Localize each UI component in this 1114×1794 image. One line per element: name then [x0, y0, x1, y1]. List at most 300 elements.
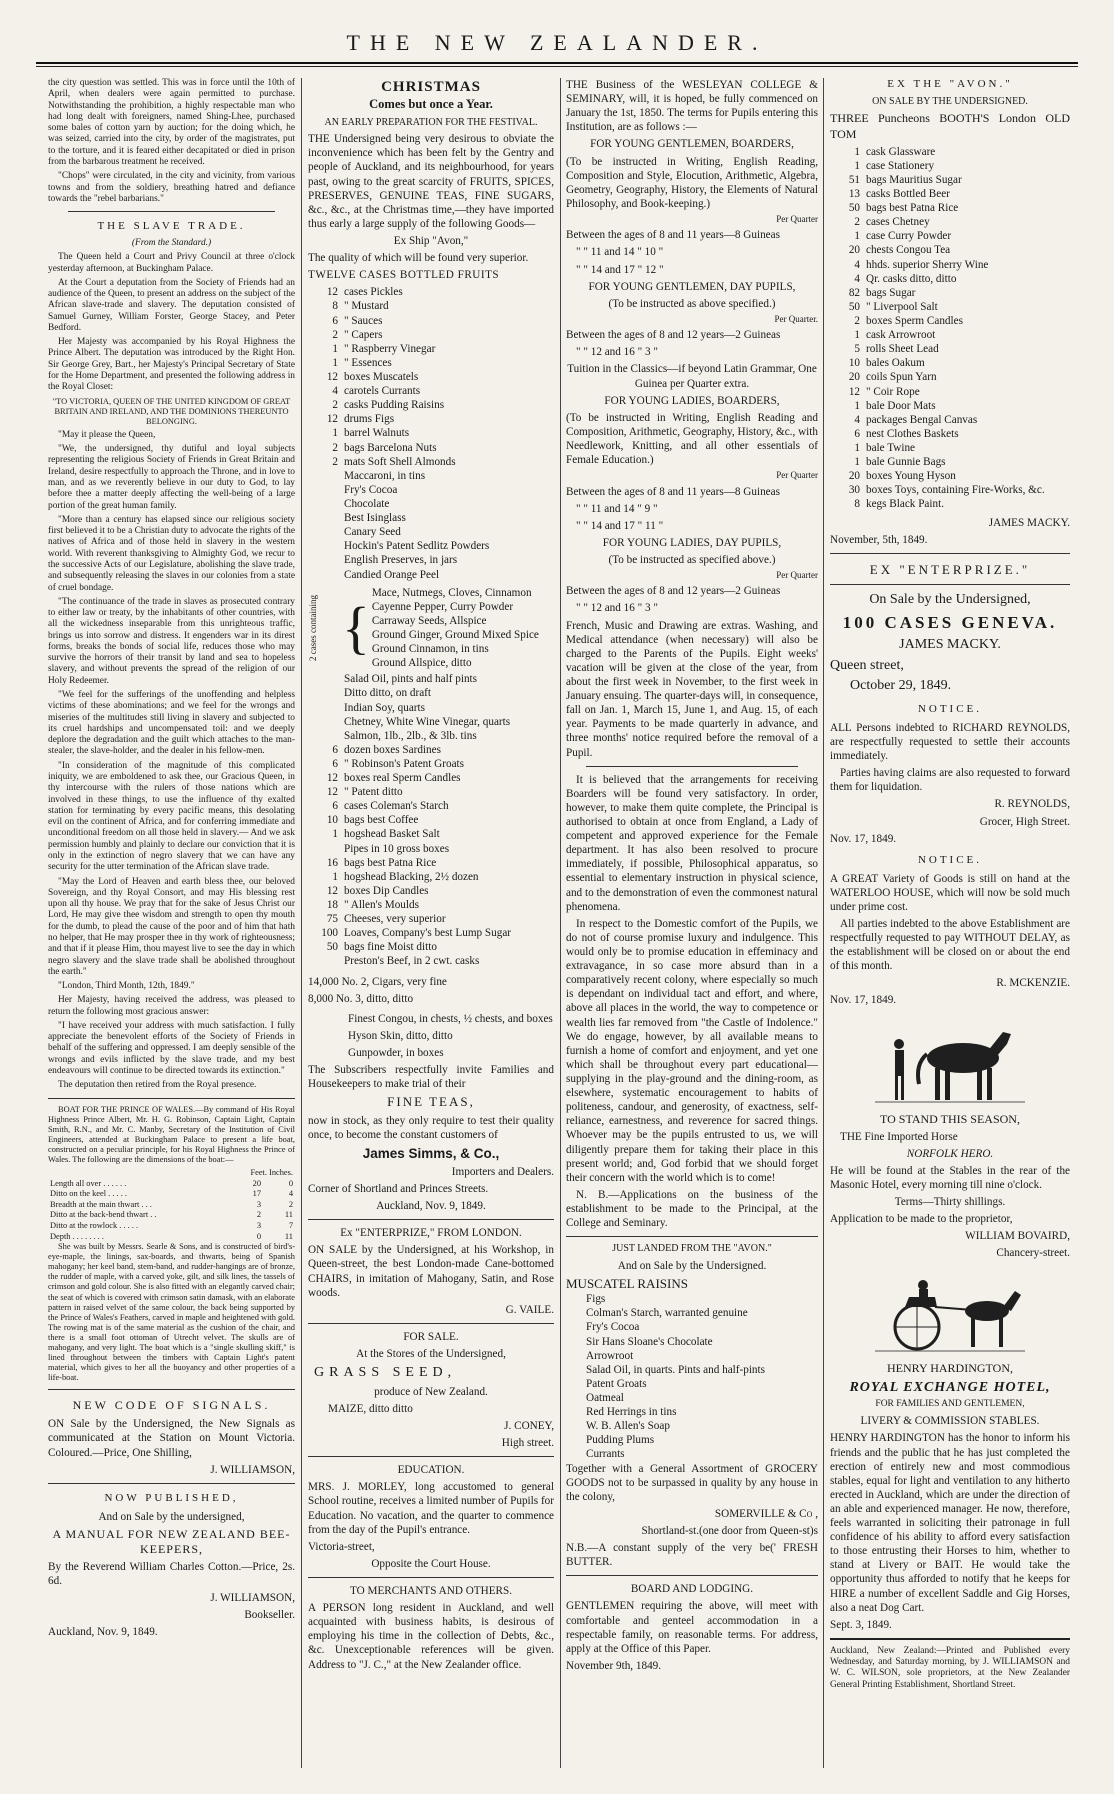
item-quantity: 2	[332, 328, 338, 341]
item-name: drums Figs	[344, 413, 395, 426]
list-item: Fry's Cocoa	[586, 1321, 640, 1334]
item-name: cases Pickles	[344, 286, 403, 299]
list-item	[308, 856, 554, 870]
hardington-date: Sept. 3, 1849.	[830, 1618, 892, 1631]
item-name: casks Bottled Beer	[866, 188, 950, 200]
horse-leg	[987, 1068, 992, 1100]
notice-heading: NOTICE.	[917, 703, 983, 716]
item-quantity: 12	[326, 884, 338, 897]
cigars-line: 14,000 No. 2, Cigars, very fine	[308, 975, 447, 988]
address-heading: "TO VICTORIA, QUEEN OF THE UNITED KINGDOM OF GREAT BRITAIN AND IRELAND, AND THE DOMINIONS THEREUNTO BELONGING.	[52, 396, 291, 426]
table-cell: 7	[288, 1220, 293, 1230]
bracket-items	[372, 586, 539, 671]
masthead-rule	[36, 62, 1078, 64]
christmas-bottled-fruits: TWELVE CASES BOTTLED FRUITS	[308, 269, 500, 282]
item-name: casks Pudding Raisins	[344, 399, 445, 412]
avon-landed-signature: SOMERVILLE & Co ,	[714, 1507, 818, 1520]
published-heading: NOW PUBLISHED,	[104, 1491, 239, 1504]
groom-leg	[901, 1076, 904, 1100]
newspaper-title: THE NEW ZEALANDER.	[346, 30, 768, 55]
divider	[308, 1323, 554, 1324]
list-item	[308, 285, 554, 299]
extras-paragraph: French, Music and Drawing are extras. Washing, and Medical attendance (when necessary) will also be charged to the Parents of the Pupils. Eight weeks' vacation will be given at the close of the year, from about the first week in November, to the first week in January ensuing. The quarter-days will, in consequence, fall on Jan. 1, March 15, June 1, and Aug. 15, of each year. Payments to be made quarterly in advance, and three months' notice required before the removal of a Pupil.	[566, 619, 818, 759]
item-quantity: 1	[854, 399, 860, 412]
list-item	[308, 370, 554, 384]
divider	[308, 1219, 554, 1220]
list-item	[830, 413, 1070, 427]
item-name: Chocolate	[344, 497, 390, 510]
table-row	[48, 1200, 295, 1211]
notice-date: Nov. 17, 1849.	[830, 994, 897, 1007]
horse-leg	[977, 1068, 982, 1100]
published-signature-title: Bookseller.	[244, 1609, 295, 1622]
divider	[48, 1483, 295, 1484]
notice-text: Parties having claims are also requested to forward them for liquidation.	[830, 767, 1070, 794]
education-address: Victoria-street,	[308, 1540, 375, 1553]
slave-trade-heading: THE SLAVE TRADE.	[97, 220, 246, 233]
item-quantity: 8	[332, 300, 338, 313]
groom-head	[894, 1039, 904, 1049]
item-quantity: 13	[848, 188, 860, 200]
grass-seed: GRASS SEED,	[314, 1365, 457, 1381]
list-item: Pudding Plums	[586, 1434, 655, 1447]
column-4	[830, 78, 1070, 1694]
avon-landed-address: Shortland-st.(one door from Queen-st)s	[641, 1525, 818, 1538]
board-ad: GENTLEMEN requiring the above, will meet with comfortable and genteel accommodation in a respectable family, on reasonable terms. For address, apply at the Office of this Paper.	[566, 1600, 818, 1655]
list-item	[308, 757, 554, 771]
horse-tail	[918, 1054, 927, 1084]
for-sale-heading: FOR SALE.	[403, 1330, 459, 1343]
list-item	[308, 511, 554, 525]
stand-text-2: He will be found at the Stables in the rear of the Masonic Hotel, every morning till nine o'clock.	[830, 1164, 1070, 1192]
article-paragraph: "The continuance of the trade in slaves as prosecuted contrary to either law or treaty, by the inhabitants of other countries, with all the wickedness inseparable from this unrighteous traffic, brings us into sorrow and distress. It engenders war in its direst forms, breaks the bonds of social life, reduces those who may survive the horrors of their transit by land and sea to hopeless slavery, and without prevents the spread of the religion of our Holy Redeemer.	[48, 596, 295, 686]
list-item: Ground Cinnamon, in tins	[371, 643, 489, 656]
item-name: Candied Orange Peel	[344, 568, 440, 581]
divider	[48, 1098, 295, 1099]
item-name: boxes Dip Candles	[344, 884, 429, 897]
notice-date: Nov. 17, 1849.	[830, 832, 897, 845]
item-name: Salad Oil, pints and half pints	[344, 673, 477, 686]
list-item	[830, 286, 1070, 300]
gig-horse-neck	[1003, 1291, 1021, 1311]
list-item	[830, 385, 1070, 399]
item-quantity: 20	[848, 371, 860, 384]
simms-invite: The Subscribers respectfully invite Families and Housekeepers to make trial of their	[308, 1064, 554, 1091]
list-item	[308, 455, 554, 469]
divider	[566, 1575, 818, 1576]
list-item	[308, 553, 554, 567]
stand-apply: Application to be made to the proprietor,	[830, 1213, 1013, 1226]
item-name: bags best Patna Rice	[866, 202, 959, 215]
simms-address: Corner of Shortland and Princes Streets.	[308, 1183, 489, 1196]
item-name: hhds. superior Sherry Wine	[866, 258, 989, 271]
table-cell: 2	[256, 1210, 261, 1220]
item-name: cases Coleman's Starch	[344, 800, 449, 813]
table-cell: 11	[284, 1231, 293, 1241]
list-item	[308, 328, 554, 342]
item-name: bags best Coffee	[344, 814, 419, 827]
notice-text: A GREAT Variety of Goods is still on hand at the WATERLOO HOUSE, which will now be sold much under prime cost.	[830, 872, 1070, 913]
hardington-hotel: ROYAL EXCHANGE HOTEL,	[849, 1379, 1051, 1395]
driver-body	[919, 1289, 928, 1299]
item-name: Salmon, 1lb., 2lb., & 3lb. tins	[344, 729, 477, 742]
bracket-glyph: {	[342, 594, 370, 660]
fee-row: " " 12 and 16 " 3 "	[576, 602, 658, 615]
avon-date: November, 5th, 1849.	[830, 533, 928, 546]
merchants-heading: TO MERCHANTS AND OTHERS.	[349, 1584, 513, 1597]
table-cell: 0	[288, 1178, 293, 1188]
young-ladies-day: FOR YOUNG LADIES, DAY PUPILS,	[602, 536, 782, 549]
item-quantity: 12	[326, 772, 338, 785]
grass-seed-sub: produce of New Zealand.	[374, 1385, 488, 1398]
divider	[48, 1389, 295, 1390]
item-name: cask Glassware	[866, 145, 936, 158]
item-quantity: 12	[848, 385, 860, 398]
list-item: Salad Oil, in quarts. Pints and half-pints	[586, 1363, 765, 1376]
list-item: MUSCATEL RAISINS	[566, 1275, 688, 1291]
article-paragraph: "May the Lord of Heaven and earth bless thee, our beloved Sovereign, and thy Royal Consort, and may His blessing rest upon all thy house. We pray that for the sake of Jesus Christ our Lord, He may give thee wisdom and strength to open thy mouth for the dumb, to plead the cause of the poor and of him that hath no helper, that He may prosper thee in thy work of righteousness; and that if it please Him, thou mayest live to see the day in which negro slavery and the slave trade shall be abolished throughout the earth."	[48, 876, 295, 977]
item-quantity: 1	[854, 159, 860, 172]
table-row	[48, 1189, 295, 1200]
stand-heading: TO STAND THIS SEASON,	[880, 1111, 1020, 1126]
list-item	[308, 884, 554, 898]
list-item	[308, 672, 554, 686]
item-quantity: 1	[332, 427, 338, 440]
item-name: hogshead Basket Salt	[344, 828, 440, 841]
list-item	[308, 497, 554, 511]
article-paragraph: "In consideration of the magnitude of this complicated iniquity, we are emboldened to ask thee, our Gracious Queen, in thy intercourse with the rulers of those nations which are involved in these things, to use the influence of thy exalted station for terminating by every pacific means, this desolating evil on the continent of Africa, and for conferring immediate and unconditional freedom on all those held in slavery.— And we ask permission humbly and plainly to declare our conviction that it is only in the extinction of negro slavery that we can have any security for the utter termination of the African slave trade.	[48, 760, 295, 873]
masthead-rule-thin	[36, 66, 1078, 67]
item-name: Fry's Cocoa	[344, 483, 398, 496]
young-ladies-boarders-text: (To be instructed in Writing, English Reading and Composition, Arithmetic, Geography, History, &c., with Needlework, Knitting, and all other essentials of Female Education.)	[566, 411, 818, 467]
list-item	[830, 356, 1070, 370]
avon-landed-text: Together with a General Assortment of GROCERY GOODS not to be surpassed in quality by any house in the colony,	[566, 1462, 818, 1503]
list-item	[308, 426, 554, 440]
list-item	[308, 384, 554, 398]
divider	[566, 1236, 818, 1237]
domestic-paragraph: In respect to the Domestic comfort of the Pupils, we do not of course promise luxury and indulgence. This would only be to promise education in effeminacy and extravagance, in so case more absurd than in a comparatively recent colony, where especially so much is dependant on individual tact and effort, and where, above all places in the world, the way to competence or wealth lies far removed from "the Castle of Indolence." We do engage, however, by all available means to furnish a home of comfort and enjoyment, and yet one which shall be throughout every part educational—supplying in the play-ground and the dining-room, as elsewhere, systematic encouragement to habits of politeness, candour, and generosity, of exactness, self-reliance, earnestness, and reverence for sacred things. Whoever may be the pupils entrusted to us, we will diligently prepare them for taking their place in this present world; and, God forbid that we should forget their concern with the world which is to come!	[566, 917, 818, 1184]
list-item	[308, 539, 554, 553]
list-item	[830, 441, 1070, 455]
table-cell: 0	[256, 1231, 261, 1241]
article-paragraph: At the Court a deputation from the Society of Friends had an audience of the Queen, to present an address on the subject of the African slave-trade and slavery. The deputation consisted of Samuel Gurney, William Forster, George Stacey, and Peter Bedford.	[48, 277, 295, 333]
avon-landed-heading: JUST LANDED FROM THE "AVON."	[612, 1243, 772, 1255]
item-name: Chetney, White Wine Vinegar, quarts	[344, 715, 511, 728]
coney-address: High street.	[501, 1437, 554, 1450]
list-item	[830, 272, 1070, 286]
item-quantity: 5	[854, 343, 860, 356]
stand-signature-address: Chancery-street.	[996, 1247, 1070, 1260]
table-cell: 4	[288, 1189, 293, 1199]
list-item	[830, 370, 1070, 384]
item-quantity: 1	[854, 230, 860, 243]
table-row	[48, 1210, 295, 1221]
enterprize-address: Queen street,	[830, 657, 904, 673]
driver-head	[918, 1280, 928, 1290]
column-2	[308, 78, 554, 1675]
young-gentlemen-boarders-text: (To be instructed in Writing, English Reading, Composition and Style, Elocution, Arithmetic, Algebra, Geometry, Geography, History, the Elements of Natural Philosophy, and Book-keeping.)	[566, 155, 818, 210]
fine-teas-text: now in stock, as they only require to test their quality once, to become the constant customers of	[308, 1114, 554, 1141]
table-header-row	[48, 1168, 295, 1179]
column-divider	[560, 78, 561, 1768]
horse-neck	[987, 1032, 1011, 1056]
item-quantity: 50	[848, 300, 860, 313]
column-3	[566, 78, 818, 1676]
list-item	[308, 412, 554, 426]
christmas-intro: THE Undersigned being very desirous to obviate the inconvenience which has been felt by the Gentry and people of Auckland, and its neighbourhood, for years past, owing to the great scarcity of FRUITS, SPICES, PRESERVES, GENUINE TEAS, FINE SUGARS, &c., &c., at the Christmas time,—they have imported thus early a large supply of the following Goods—	[308, 133, 554, 230]
item-quantity: 1	[332, 828, 338, 841]
young-gentlemen-day-text: (To be instructed as above specified.)	[608, 297, 776, 310]
list-item	[308, 568, 554, 582]
item-name: barrel Walnuts	[344, 427, 410, 440]
christmas-subtitle: Comes but once a Year.	[369, 96, 493, 111]
christmas-ship: Ex Ship "Avon,"	[393, 235, 469, 247]
item-name: Pipes in 10 gross boxes	[344, 842, 450, 855]
avon-sub: ON SALE BY THE UNDERSIGNED.	[872, 95, 1028, 107]
signals-signature: J. WILLIAMSON,	[210, 1463, 295, 1476]
list-item	[308, 342, 554, 356]
avon-top: THREE Puncheons BOOTH'S London OLD TOM	[830, 111, 1070, 141]
article-paragraph: "London, Third Month, 12th, 1849."	[58, 981, 195, 992]
published-signature: J. WILLIAMSON,	[210, 1592, 295, 1605]
list-item	[308, 842, 554, 856]
item-name: Indian Soy, quarts	[344, 701, 425, 714]
horse-illustration	[875, 1014, 1025, 1106]
item-quantity: 82	[848, 286, 860, 299]
item-name: Cheeses, very superior	[344, 913, 446, 926]
list-item	[308, 799, 554, 813]
item-name: boxes Young Hyson	[866, 470, 956, 483]
list-item	[308, 299, 554, 313]
column-divider	[823, 78, 824, 1768]
list-item	[308, 483, 554, 497]
fee-row: Between the ages of 8 and 11 years—8 Guineas	[566, 229, 780, 242]
item-quantity: 4	[854, 413, 860, 426]
enterprize-sub: On Sale by the Undersigned,	[869, 592, 1031, 608]
item-name: kegs Black Paint.	[866, 498, 944, 511]
cigars-line: 8,000 No. 3, ditto, ditto	[308, 992, 414, 1005]
list-item	[830, 427, 1070, 441]
item-name: Canary Seed	[344, 526, 401, 539]
item-name: " Essences	[344, 356, 392, 369]
table-header: Feet. Inches.	[250, 1168, 293, 1178]
divider	[830, 584, 1070, 585]
list-item: W. B. Allen's Soap	[586, 1420, 670, 1433]
list-item: Mace, Nutmegs, Cloves, Cinnamon	[371, 586, 532, 599]
item-quantity: 8	[854, 498, 860, 511]
enterprize-signature: JAMES MACKY.	[899, 637, 1001, 653]
item-quantity: 20	[848, 244, 860, 257]
christmas-title: CHRISTMAS	[381, 79, 481, 95]
geneva-cases: 100 CASES GENEVA.	[842, 612, 1058, 632]
item-quantity: 12	[326, 786, 338, 799]
list-item	[830, 145, 1070, 159]
item-name: boxes real Sperm Candles	[344, 772, 461, 785]
column-divider	[301, 78, 302, 1768]
item-quantity: 1	[854, 456, 860, 469]
table-row	[48, 1232, 295, 1243]
per-quarter-label: Per Quarter	[776, 470, 818, 481]
boat-dimensions-table	[48, 1168, 295, 1242]
list-item	[308, 813, 554, 827]
notice-text: ALL Persons indebted to RICHARD REYNOLDS, are respectfully requested to settle their accounts immediately.	[830, 721, 1070, 763]
education-heading: EDUCATION.	[397, 1464, 465, 1477]
boat-article: She was built by Messrs. Searle & Sons, and is constructed of bird's-eye-maple, the linings, sax-boards, and thwarts, being of Spanish mahogany; her keel band, stem-band, and rudder-hangings are of bronze, the rudder of maple, with a carved yoke, gilt, and silk lines, the tassels of crimson and gold colour. She is also fitted with an elegantly carved chair; the seat of which is covered with crimson satin damask, with an elaborate pattern in raised velvet of the same colour, the back being supported by the Prince of Wales's Feathers, carved in maple and heightened with gold. The rowing mat is of the same material as the cushion of the chair, and there is a small foot ottoman of Utrecht velvet. The skulls are of mahogany, and very light. The boat which is a "single skulling skiff," is lined throughout between the timbers with Captain Light's patent material, which gives to her all the buoyancy and other properties of a life-boat.	[48, 1242, 295, 1383]
list-item: Colman's Starch, warranted genuine	[586, 1307, 748, 1320]
item-quantity: 1	[854, 329, 860, 342]
divider	[830, 553, 1070, 554]
item-quantity: 75	[326, 913, 338, 926]
signals-ad: ON Sale by the Undersigned, the New Signals as communicated at the Station on Mount Victoria. Coloured.—Price, One Shilling,	[48, 1418, 295, 1459]
young-gentlemen-boarders: FOR YOUNG GENTLEMEN, BOARDERS,	[590, 138, 794, 151]
fee-row: " " 12 and 16 " 3 "	[576, 346, 658, 359]
item-quantity: 12	[326, 286, 338, 299]
item-quantity: 2	[332, 441, 338, 454]
item-name: bags fine Moist ditto	[344, 941, 437, 954]
christmas-goods-list	[308, 285, 554, 581]
item-name: Preston's Beef, in 2 cwt. casks	[344, 955, 480, 968]
boat-article: BOAT FOR THE PRINCE OF WALES.—By command of His Royal Highness Prince Albert, Mr. H. G. Robinson, Captain Light, Captain Smith, R.N., and Mr. C. Manby, Secretary of the Institution of Civil Engineers, attended at Buckingham Palace to present a life boat, constructed on a peculiar principle, for his Royal Highness the Prince of Wales. The following are the dimensions of the boat:—	[48, 1104, 295, 1164]
item-name: packages Bengal Canvas	[866, 413, 978, 426]
article-continued: the city question was settled. This was in force until the 10th of April, when dealers were again permitted to purchase. Notwithstanding the prohibition, a highly respectable man who had long dealt with foreigners, named Shing-Lhee, purchased some bales of cotton yarn by auction; for the doing which, he was seized, carried into the city, by order of the magistrates, put to the torture, and it is feared either decapitated or died in prison from the barbarous treatment he received.	[48, 78, 295, 167]
divider	[68, 211, 275, 212]
education-address-2: Opposite the Court House.	[371, 1557, 491, 1570]
spice-bracket	[308, 586, 554, 671]
published-date: Auckland, Nov. 9, 1849.	[48, 1626, 158, 1639]
education-ad: MRS. J. MORLEY, long accustomed to general School routine, receives a limited number of Pupils for Education. No vacation, and the quarter to commence from the day of the Pupil's entrance.	[308, 1481, 554, 1536]
item-name: bags best Patna Rice	[344, 856, 437, 869]
hardington-ad: HENRY HARDINGTON has the honor to inform his friends and the public that he has just completed the erection of entirely new and most commodious stables, equal for light and ventilation to any hitherto erected in Auckland, which are under the direction of an able and experienced manager. He now, therefore, feels warranted in soliciting their patronage in full confidence of his ability to afford every satisfaction to those entrusting their Horses to him, whether to stand at Livery or BAIT. He would take the opportunity thus afforded to notify that he keeps for HIRE a number of excellent Saddle and Gig Horses, also a neat Dog Cart.	[830, 1432, 1070, 1614]
item-name: " Robinson's Patent Groats	[344, 757, 465, 770]
table-cell: Depth . . . . . . . .	[50, 1231, 104, 1241]
list-item: Ground Allspice, ditto	[371, 657, 472, 670]
table-cell: Length all over . . . . . .	[50, 1178, 127, 1188]
item-name: cases Chetney	[866, 216, 930, 229]
item-quantity: 100	[321, 927, 338, 940]
notice-signature-title: Grocer, High Street.	[979, 815, 1070, 828]
list-item	[308, 912, 554, 926]
list-item	[308, 743, 554, 757]
item-name: boxes Toys, containing Fire-Works, &c.	[866, 484, 1045, 497]
item-quantity: 12	[326, 370, 338, 383]
item-name: English Preserves, in jars	[344, 554, 458, 567]
published-title: A MANUAL FOR NEW ZEALAND BEE-KEEPERS,	[52, 1526, 291, 1556]
young-gentlemen-day: FOR YOUNG GENTLEMEN, DAY PUPILS,	[588, 280, 796, 293]
item-quantity: 6	[332, 314, 338, 327]
table-cell: Ditto at the rowlock . . . . .	[50, 1220, 139, 1230]
maize-line: MAIZE, ditto ditto	[328, 1402, 413, 1415]
item-quantity: 20	[848, 470, 860, 483]
item-name: " Raspberry Vinegar	[344, 342, 436, 355]
simms-name: James Simms, & Co.,	[362, 1145, 500, 1161]
item-quantity: 18	[326, 899, 338, 912]
divider	[586, 766, 798, 767]
list-item	[308, 771, 554, 785]
list-item	[830, 187, 1070, 201]
item-name: " Capers	[344, 328, 383, 341]
teas-line: Finest Congou, in chests, ½ chests, and boxes	[348, 1012, 553, 1025]
item-name: " Allen's Moulds	[344, 899, 419, 912]
avon-landed-nb: N.B.—A constant supply of the very be(' FRESH BUTTER.	[566, 1542, 818, 1569]
notice-heading: NOTICE.	[917, 853, 983, 866]
item-quantity: 2	[332, 455, 338, 468]
avon-landed-list	[566, 1276, 818, 1462]
avon-landed-sub: And on Sale by the Undersigned.	[617, 1259, 767, 1272]
teas-line: Hyson Skin, ditto, ditto	[348, 1029, 453, 1042]
item-name: nest Clothes Baskets	[866, 427, 959, 440]
list-item	[830, 342, 1070, 356]
list-item: Currants	[586, 1448, 625, 1461]
per-quarter-label: Per Quarter	[776, 213, 818, 224]
fee-row: Between the ages of 8 and 12 years—2 Guineas	[566, 585, 781, 598]
list-item	[308, 827, 554, 841]
item-quantity: 1	[854, 441, 860, 454]
groom-leg	[895, 1076, 898, 1100]
notice-signature: R. REYNOLDS,	[994, 798, 1070, 811]
item-name: bale Gunnie Bags	[866, 456, 946, 469]
avon-heading: EX THE "AVON."	[887, 78, 1013, 90]
item-name: " Patent ditto	[344, 786, 403, 799]
item-quantity: 16	[326, 856, 338, 869]
per-quarter-label: Per Quarter	[776, 570, 818, 581]
fee-row: " " 14 and 17 " 12 "	[576, 263, 664, 276]
list-item	[308, 356, 554, 370]
table-cell: Ditto on the keel . . . . .	[50, 1189, 127, 1199]
list-item	[830, 399, 1070, 413]
item-name: bales Oakum	[866, 357, 925, 370]
list-item	[830, 159, 1070, 173]
article-paragraph: "We feel for the sufferings of the unoffending and helpless victims of these abominations; and we feel for the wrongs and miseries of the multitudes still living in slavery and subjected to its cruel hardships and uncompensated toil: and we deeply deplore the degradation and the guilt which attaches to the man-stealer, the slave-holder, and the dealer in his fellow-men.	[48, 690, 295, 757]
list-item: Carraway Seeds, Allspice	[371, 614, 487, 627]
for-sale-sub: At the Stores of the Undersigned,	[356, 1348, 506, 1361]
item-name: Best Isinglass	[344, 512, 406, 525]
table-row	[48, 1179, 295, 1190]
list-item	[308, 898, 554, 912]
avon-goods-list	[830, 145, 1070, 512]
published-sub: And on Sale by the undersigned,	[98, 1510, 245, 1523]
article-paragraph: "I have received your address with much satisfaction. I fully appreciate the benevolent efforts of the Society of Friends in behalf of the suffering and oppressed. I am deeply sensible of the wrongs and evils inflicted by the slave trade, and my best endeavours will continue to be directed towards its extinction."	[48, 1020, 295, 1077]
list-item: Ground Ginger, Ground Mixed Spice	[371, 628, 539, 641]
list-item	[308, 441, 554, 455]
item-name: case Stationery	[866, 159, 935, 172]
column-1	[48, 78, 295, 1642]
item-name: cask Arrowroot	[866, 329, 936, 342]
item-quantity: 2	[854, 216, 860, 229]
item-name: dozen boxes Sardines	[344, 743, 441, 756]
published-text: By the Reverend William Charles Cotton.—Price, 2s. 6d.	[48, 1560, 295, 1588]
list-item: Figs	[586, 1293, 606, 1306]
item-name: boxes Sperm Candles	[866, 314, 963, 327]
table-cell: 11	[284, 1210, 293, 1220]
item-name: " Coir Rope	[866, 385, 920, 398]
list-item	[308, 729, 554, 743]
divider	[830, 1638, 1070, 1640]
item-name: hogshead Blacking, 2½ dozen	[344, 870, 479, 883]
article-paragraph: The Queen held a Court and Privy Council at three o'clock yesterday afternoon, at Buckingham Palace.	[48, 252, 295, 274]
list-item	[830, 455, 1070, 469]
table-cell: 20	[252, 1178, 261, 1188]
item-quantity: 10	[326, 814, 338, 827]
item-quantity: 6	[854, 427, 860, 440]
item-quantity: 6	[332, 757, 338, 770]
hardington-for: FOR FAMILIES AND GENTLEMEN,	[875, 1399, 1025, 1410]
list-item	[308, 525, 554, 539]
list-item	[830, 243, 1070, 257]
list-item	[830, 201, 1070, 215]
gig-horse-leg	[999, 1317, 1003, 1347]
item-quantity: 50	[326, 941, 338, 954]
item-quantity: 10	[848, 357, 860, 370]
